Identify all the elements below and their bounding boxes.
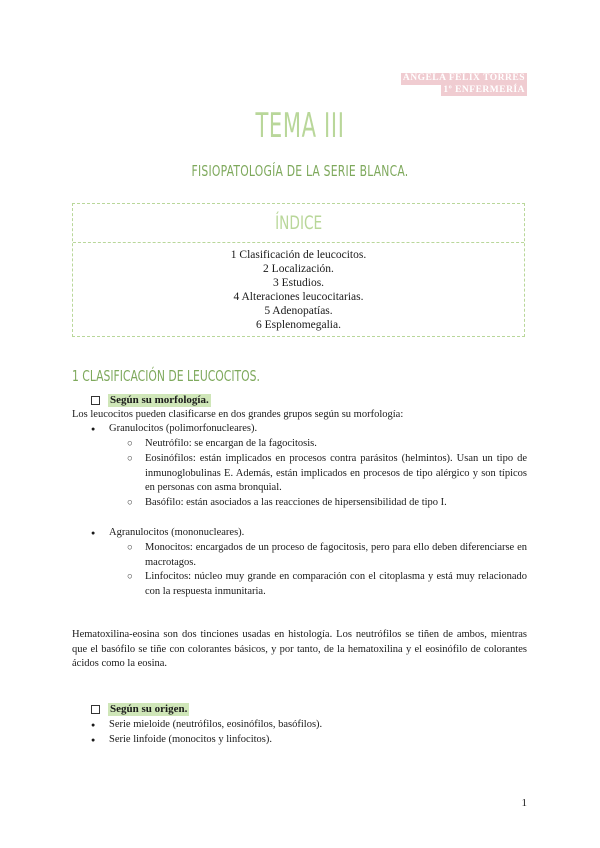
index-item[interactable]: 5 Adenopatías. xyxy=(264,305,333,317)
list-item-text: Neutrófilo: se encargan de la fagocitosis. xyxy=(145,438,317,449)
circle-bullet-icon: ○ xyxy=(127,454,133,464)
list-item-agranulocitos xyxy=(91,526,244,541)
index-item[interactable]: 4 Alteraciones leucocitarias. xyxy=(233,291,364,303)
list-item-label: ● Serie linfoide (monocitos y linfocitos). xyxy=(109,734,273,745)
page-subtitle: FISIOPATOLOGÍA DE LA SERIE BLANCA. xyxy=(191,162,409,180)
index-item[interactable]: 2 Localización. xyxy=(263,263,334,275)
page-title: TEMA III xyxy=(255,106,345,146)
intro-text: Los leucocitos pueden clasificarse en dos grandes grupos según su morfología: xyxy=(72,409,404,420)
list-item-text: Linfocitos: núcleo muy grande en comparación con el citoplasma y está muy relacionado con la respuesta inmunitaria. xyxy=(145,571,527,597)
index-list xyxy=(73,243,524,332)
list-item-text: Basófilo: están asociados a las reacciones de hipersensibilidad de tipo I. xyxy=(145,497,447,508)
checkbox-icon[interactable] xyxy=(91,705,100,714)
list-item-label: ● Granulocitos (polimorfonucleares). xyxy=(109,423,258,434)
author-course: 1º ENFERMERÍA xyxy=(443,84,525,95)
section-heading: 1 CLASIFICACIÓN DE LEUCOCITOS. xyxy=(72,367,260,385)
subheading-label: Según su morfología. xyxy=(110,394,209,406)
author-tag xyxy=(401,73,527,96)
list-item-monocitos xyxy=(127,541,527,570)
subheading-origen xyxy=(91,703,189,716)
author-name: ANGELA FÉLIX TORRES xyxy=(402,73,525,83)
subheading-morfologia xyxy=(91,394,211,407)
list-item-linfoide xyxy=(91,733,272,748)
circle-bullet-icon: ○ xyxy=(127,572,133,582)
index-box xyxy=(72,203,525,337)
list-item-linfocitos xyxy=(127,570,527,599)
list-item-neutrofilo xyxy=(127,437,527,452)
subheading-label: Según su origen. xyxy=(110,703,188,715)
note-paragraph: Hematoxilina-eosina son dos tinciones usadas en histología. Los neutrófilos se tiñen de ambos, mientras que el basófilo se tiñe con colorantes básicos, y por tanto, de la hematoxilina y el eosinófilo de colorantes ácidos como la eosina. xyxy=(72,629,527,669)
list-item-label: ● Agranulocitos (mononucleares). xyxy=(109,527,245,538)
checkbox-icon[interactable] xyxy=(91,396,100,405)
list-item-eosinofilos xyxy=(127,452,527,496)
list-item-granulocitos xyxy=(91,422,257,437)
index-item[interactable]: 1 Clasificación de leucocitos. xyxy=(230,249,367,261)
index-item[interactable]: 3 Estudios. xyxy=(272,277,325,289)
list-item-basofilo xyxy=(127,496,527,511)
list-item-mieloide xyxy=(91,718,322,733)
index-heading: ÍNDICE xyxy=(73,204,524,243)
list-item-text: Monocitos: encargados de un proceso de fagocitosis, pero para ello deben diferenciarse en macrotagos. xyxy=(145,542,527,568)
index-item[interactable]: 6 Esplenomegalia. xyxy=(256,319,341,331)
list-item-text: Eosinófilos: están implicados en procesos contra parásitos (helmintos). Usan un tipo de inmunoglobulinas E. Además, están implicados en procesos de tipo alérgico y son típicos en personas con asma bronquial. xyxy=(145,453,527,493)
circle-bullet-icon: ○ xyxy=(127,498,133,508)
page-number: 1 xyxy=(521,797,527,809)
list-item-label: ● Serie mieloide (neutrófilos, eosinófilos, basófilos). xyxy=(109,719,323,730)
circle-bullet-icon: ○ xyxy=(127,439,133,449)
circle-bullet-icon: ○ xyxy=(127,543,133,553)
